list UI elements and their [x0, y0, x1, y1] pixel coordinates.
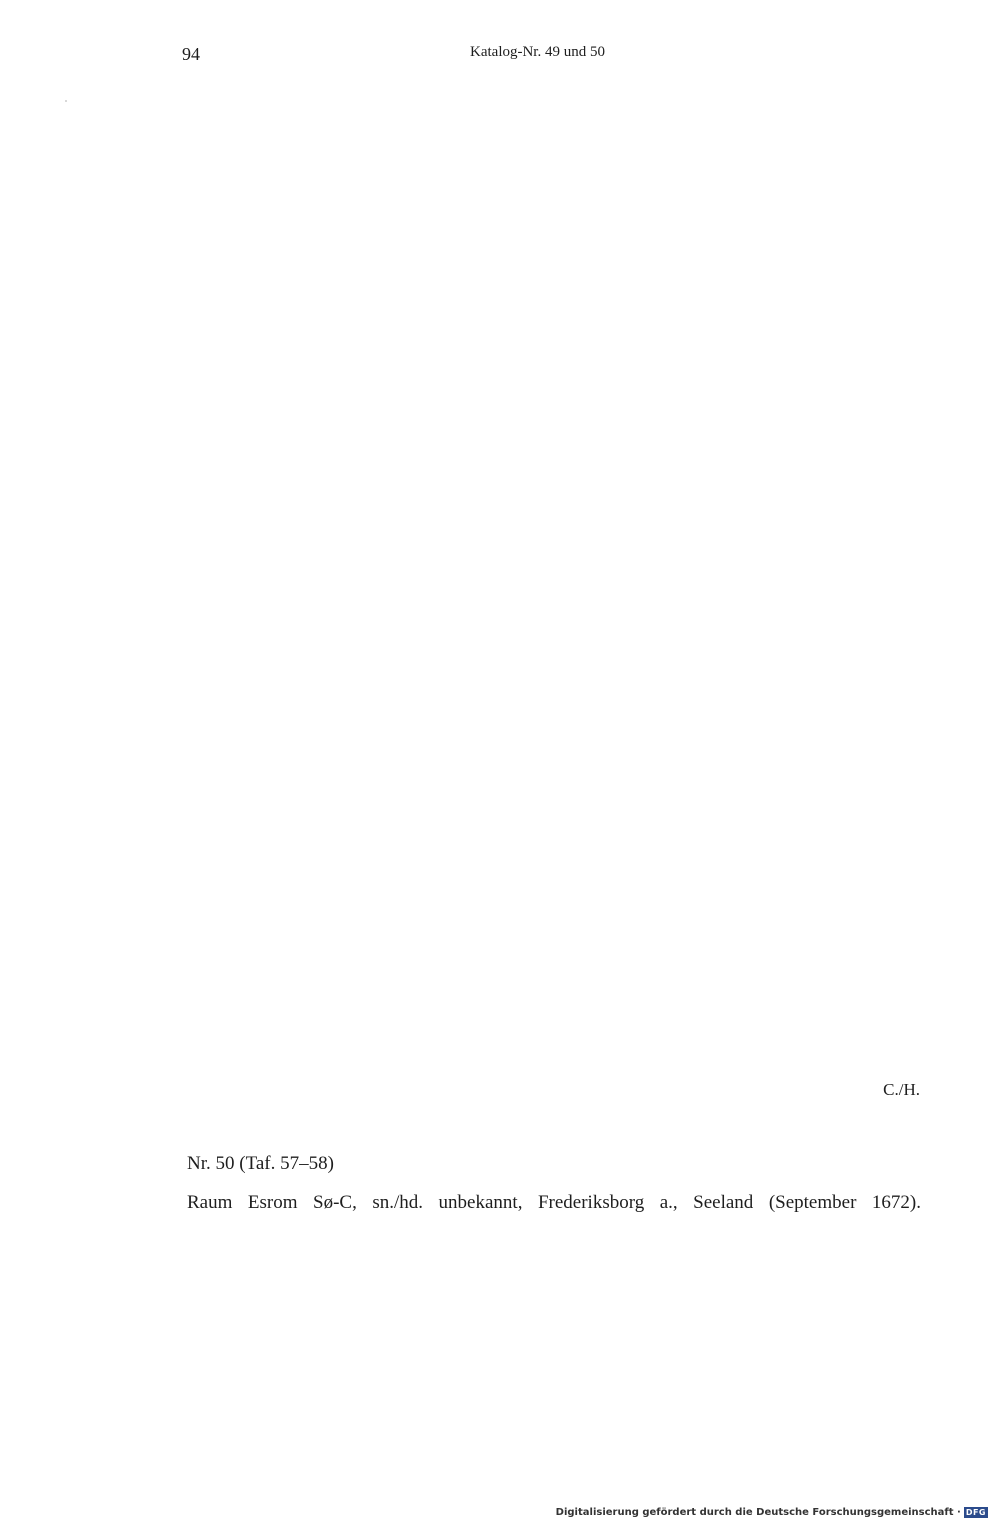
author-signature: C./H. — [883, 1080, 920, 1099]
running-head: Katalog-Nr. 49 und 50 — [470, 44, 605, 60]
page-number: 94 — [182, 44, 200, 64]
entry-50-heading: Nr. 50 (Taf. 57–58) — [187, 1153, 334, 1174]
entry-50-location: Raum Esrom Sø-C, sn./hd. unbekannt, Frederiksborg a., Seeland (September 1672). — [187, 1192, 921, 1213]
funding-footer — [556, 1507, 988, 1518]
dfg-logo-icon: DFG — [965, 1508, 986, 1517]
footer-text: Digitalisierung gefördert durch die Deutsche Forschungsgemeinschaft · — [555, 1507, 961, 1518]
scan-speck — [65, 100, 67, 102]
